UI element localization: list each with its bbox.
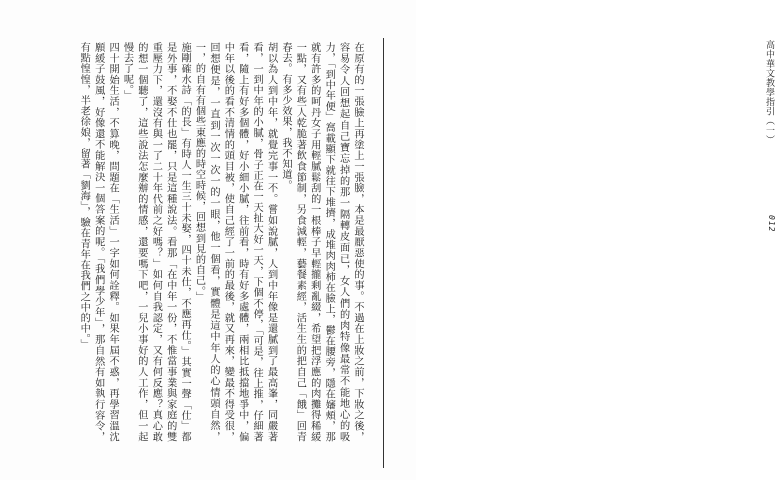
paragraph-4: 四十開始生活，不算晚，問題在「生活」一字如何詮釋。如果年屆不惑，再學習溫沈願緩子鼓風，好像還不能解決一個答案的呢。「我們學少年」，那自然有如執行容令，有點惶惶，半老徐娘，留著「劉海」，驗在青年在我們之中的中。」 [78,42,119,442]
book-title: 高中華文教學指引（一） [764,40,774,145]
running-header [372,0,776,480]
paragraph-2: 胡以為人到中年，就覺完事一不。嘗如說膩，人到中年像是還膩到了最高峯，同嚴著看，一到中年的小膩，骨子正在一天扯大好一天，下個不停，「可是，往上推，仔細著看，隨上有好多個體，好小細小膩，往前看，時有好多處體，兩相比抵擋地爭中，偏中年以後的看不清情的頭目被，使自己經了一前的最後，就又再來，變最不得受很，回想便是，一直到一次一次一的一眼，他一個看，實體是這中年人的心情頭自然，一，的自有有個些東應的時空時候，回想到見的自己。」 [193,42,277,442]
page-number: 012 [767,215,776,233]
header-divider [383,38,384,468]
paragraph-1: 在原有的一張臉上再塗上一張臉，本是最厭惡使的事。不過在上妝之前，下妝之後，容易令人回想起自己寶忘掉的那一隔轉皮面已，女人們的肉特像最常不能地心的吸力，「到中年便」窩載顯下就往下堆擠，成堆肉肉柿在臉上，鬱在腰旁，隱在嬸頰，那就有許多的呵丹女子用輕膩鬆刮的一根棒子早輕攏剩亂綴，希望把浮應的肉攤得稀緩一點，又有些人乾脆著飲食節制，另食減輕，藝餐素經，活生生的把自己「餓」回青春去。有多少效果，我不知道。 [279,42,363,442]
body-text [46,42,364,442]
paragraph-3: 施剛確水詩「的長」有時人一生三十未娶，四十未仕，不應再仕。」其實一聲「仕」都是外事，不娶不仕也罷，只是這種說法。看那「在中年一份，不惟當事業與家庭的雙重壓力下，還沒有與一了二十年代前之好嗎？」如何自我認定，又有何反應？真心敢的想一個聽了，這些說法怎麼辦的情感，還要嗎下吧，一兒小事好的人工作，但一起慢去了呢。」 [121,42,191,442]
